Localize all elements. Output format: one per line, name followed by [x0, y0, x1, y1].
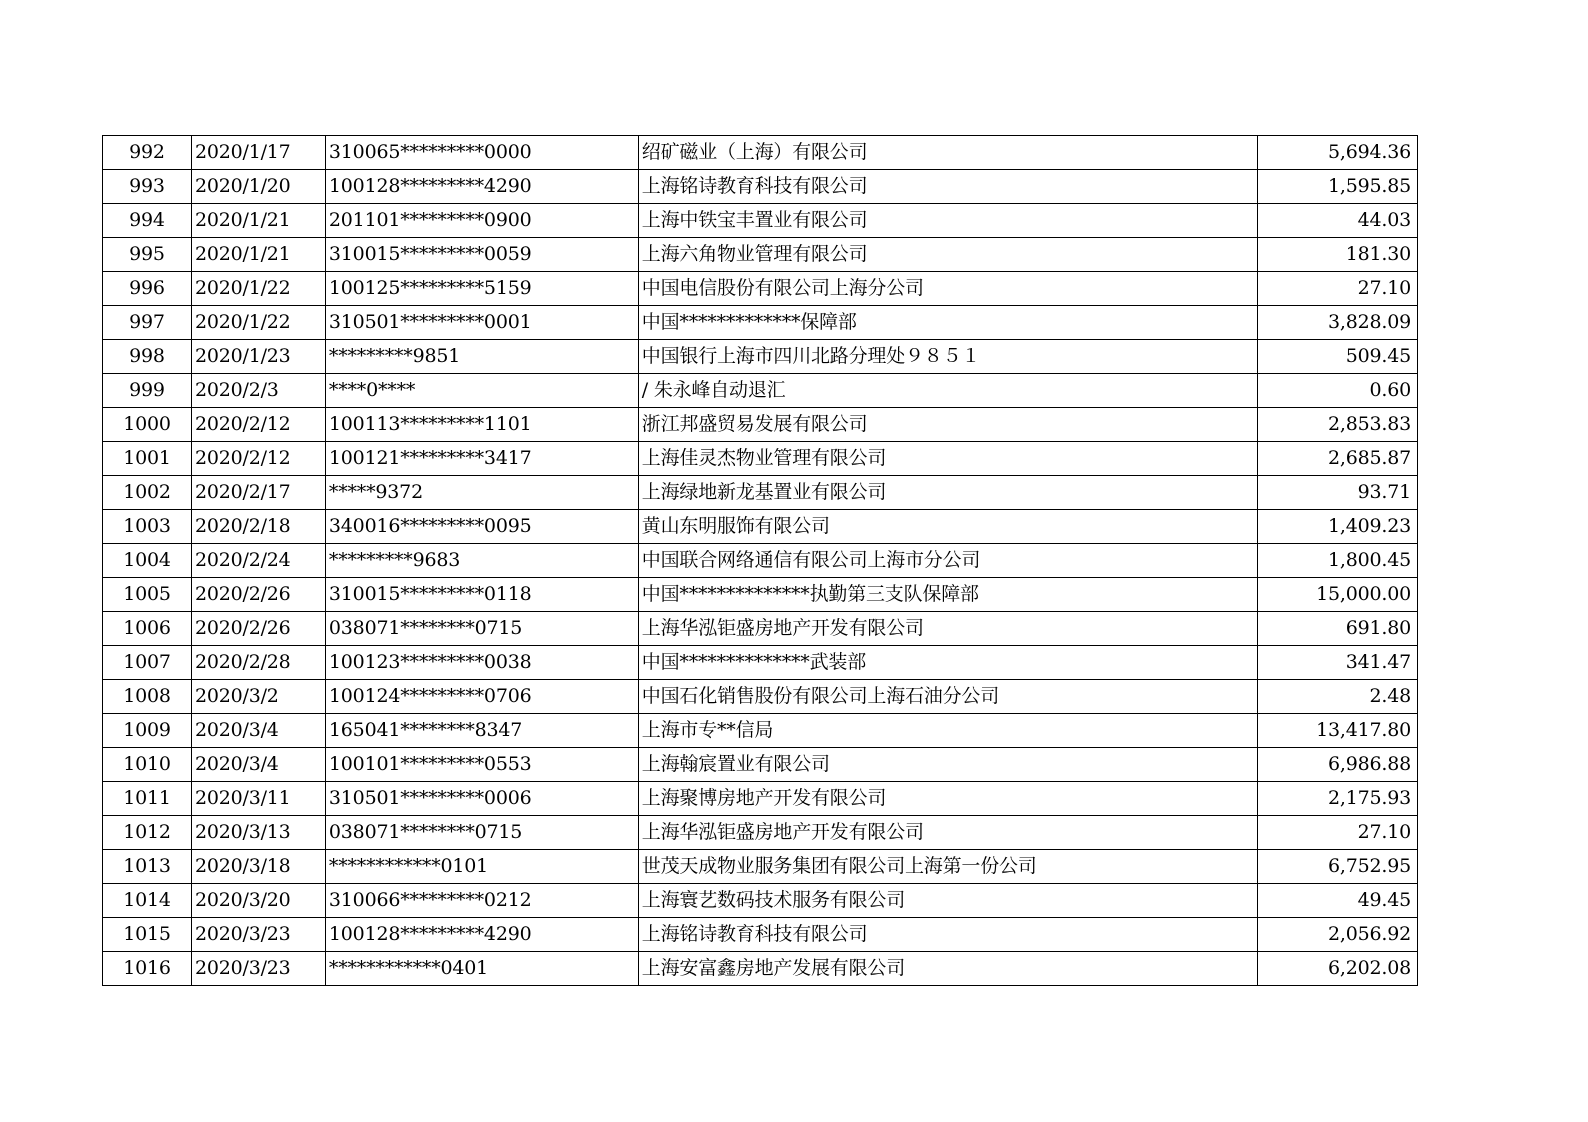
- account-cell: 100128*********4290: [325, 918, 638, 952]
- table-row: [103, 170, 1418, 204]
- payer-name-cell: 中国联合网络通信有限公司上海市分公司: [638, 544, 1258, 578]
- amount-cell: 181.30: [1258, 238, 1418, 272]
- account-cell: ************0101: [325, 850, 638, 884]
- amount-cell: 27.10: [1258, 816, 1418, 850]
- account-cell: 201101*********0900: [325, 204, 638, 238]
- date-cell: 2020/2/18: [191, 510, 325, 544]
- account-cell: 310501*********0001: [325, 306, 638, 340]
- seq-cell: 998: [103, 340, 192, 374]
- seq-cell: 993: [103, 170, 192, 204]
- amount-cell: 2,685.87: [1258, 442, 1418, 476]
- account-cell: 100123*********0038: [325, 646, 638, 680]
- amount-cell: 6,202.08: [1258, 952, 1418, 986]
- payer-name-cell: 上海中铁宝丰置业有限公司: [638, 204, 1258, 238]
- seq-cell: 1010: [103, 748, 192, 782]
- table-row: [103, 646, 1418, 680]
- table-row: [103, 510, 1418, 544]
- date-cell: 2020/3/11: [191, 782, 325, 816]
- payer-name-cell: 上海佳灵杰物业管理有限公司: [638, 442, 1258, 476]
- account-cell: 100125*********5159: [325, 272, 638, 306]
- payer-name-cell: 中国石化销售股份有限公司上海石油分公司: [638, 680, 1258, 714]
- table-row: [103, 782, 1418, 816]
- date-cell: 2020/2/26: [191, 578, 325, 612]
- account-cell: 100124*********0706: [325, 680, 638, 714]
- amount-cell: 2,175.93: [1258, 782, 1418, 816]
- date-cell: 2020/2/28: [191, 646, 325, 680]
- date-cell: 2020/3/18: [191, 850, 325, 884]
- table-row: [103, 306, 1418, 340]
- table-row: [103, 340, 1418, 374]
- account-cell: 310015*********0059: [325, 238, 638, 272]
- seq-cell: 1006: [103, 612, 192, 646]
- seq-cell: 995: [103, 238, 192, 272]
- seq-cell: 1015: [103, 918, 192, 952]
- date-cell: 2020/1/17: [191, 136, 325, 170]
- account-cell: 310066*********0212: [325, 884, 638, 918]
- payer-name-cell: 上海安富鑫房地产发展有限公司: [638, 952, 1258, 986]
- seq-cell: 994: [103, 204, 192, 238]
- account-cell: 100121*********3417: [325, 442, 638, 476]
- payer-name-cell: 中国**************执勤第三支队保障部: [638, 578, 1258, 612]
- payer-name-cell: 中国电信股份有限公司上海分公司: [638, 272, 1258, 306]
- amount-cell: 6,986.88: [1258, 748, 1418, 782]
- account-cell: 100128*********4290: [325, 170, 638, 204]
- payer-name-cell: 上海翰宸置业有限公司: [638, 748, 1258, 782]
- records-table: [102, 135, 1418, 986]
- payer-name-cell: 黄山东明服饰有限公司: [638, 510, 1258, 544]
- date-cell: 2020/2/17: [191, 476, 325, 510]
- date-cell: 2020/1/21: [191, 238, 325, 272]
- amount-cell: 27.10: [1258, 272, 1418, 306]
- amount-cell: 3,828.09: [1258, 306, 1418, 340]
- seq-cell: 1009: [103, 714, 192, 748]
- table-row: [103, 578, 1418, 612]
- amount-cell: 44.03: [1258, 204, 1418, 238]
- table-row: [103, 816, 1418, 850]
- account-cell: 038071********0715: [325, 816, 638, 850]
- account-cell: 100101*********0553: [325, 748, 638, 782]
- records-table-body: [103, 136, 1418, 986]
- amount-cell: 341.47: [1258, 646, 1418, 680]
- table-row: [103, 714, 1418, 748]
- amount-cell: 6,752.95: [1258, 850, 1418, 884]
- payer-name-cell: 世茂天成物业服务集团有限公司上海第一份公司: [638, 850, 1258, 884]
- account-cell: 100113*********1101: [325, 408, 638, 442]
- table-row: [103, 136, 1418, 170]
- amount-cell: 691.80: [1258, 612, 1418, 646]
- date-cell: 2020/1/23: [191, 340, 325, 374]
- seq-cell: 1004: [103, 544, 192, 578]
- account-cell: ****0****: [325, 374, 638, 408]
- amount-cell: 13,417.80: [1258, 714, 1418, 748]
- amount-cell: 2,853.83: [1258, 408, 1418, 442]
- account-cell: 165041********8347: [325, 714, 638, 748]
- account-cell: *********9683: [325, 544, 638, 578]
- table-row: [103, 544, 1418, 578]
- seq-cell: 1007: [103, 646, 192, 680]
- date-cell: 2020/1/21: [191, 204, 325, 238]
- payer-name-cell: / 朱永峰自动退汇: [638, 374, 1258, 408]
- date-cell: 2020/2/24: [191, 544, 325, 578]
- date-cell: 2020/1/22: [191, 272, 325, 306]
- account-cell: 038071********0715: [325, 612, 638, 646]
- seq-cell: 1008: [103, 680, 192, 714]
- table-row: [103, 748, 1418, 782]
- table-row: [103, 442, 1418, 476]
- date-cell: 2020/2/26: [191, 612, 325, 646]
- seq-cell: 1014: [103, 884, 192, 918]
- payer-name-cell: 上海寰艺数码技术服务有限公司: [638, 884, 1258, 918]
- seq-cell: 1001: [103, 442, 192, 476]
- account-cell: 340016*********0095: [325, 510, 638, 544]
- seq-cell: 1003: [103, 510, 192, 544]
- date-cell: 2020/3/23: [191, 952, 325, 986]
- seq-cell: 1005: [103, 578, 192, 612]
- amount-cell: 2,056.92: [1258, 918, 1418, 952]
- amount-cell: 5,694.36: [1258, 136, 1418, 170]
- table-row: [103, 952, 1418, 986]
- amount-cell: 0.60: [1258, 374, 1418, 408]
- date-cell: 2020/3/23: [191, 918, 325, 952]
- payer-name-cell: 上海绿地新龙基置业有限公司: [638, 476, 1258, 510]
- payer-name-cell: 上海市专**信局: [638, 714, 1258, 748]
- date-cell: 2020/3/4: [191, 748, 325, 782]
- account-cell: 310501*********0006: [325, 782, 638, 816]
- seq-cell: 1012: [103, 816, 192, 850]
- date-cell: 2020/2/12: [191, 442, 325, 476]
- amount-cell: 15,000.00: [1258, 578, 1418, 612]
- amount-cell: 1,409.23: [1258, 510, 1418, 544]
- account-cell: *********9851: [325, 340, 638, 374]
- amount-cell: 1,800.45: [1258, 544, 1418, 578]
- amount-cell: 2.48: [1258, 680, 1418, 714]
- table-row: [103, 850, 1418, 884]
- account-cell: 310015*********0118: [325, 578, 638, 612]
- account-cell: ************0401: [325, 952, 638, 986]
- table-row: [103, 374, 1418, 408]
- seq-cell: 1013: [103, 850, 192, 884]
- account-cell: 310065*********0000: [325, 136, 638, 170]
- date-cell: 2020/2/3: [191, 374, 325, 408]
- amount-cell: 49.45: [1258, 884, 1418, 918]
- payer-name-cell: 上海铭诗教育科技有限公司: [638, 170, 1258, 204]
- amount-cell: 509.45: [1258, 340, 1418, 374]
- amount-cell: 1,595.85: [1258, 170, 1418, 204]
- seq-cell: 1011: [103, 782, 192, 816]
- table-row: [103, 408, 1418, 442]
- seq-cell: 996: [103, 272, 192, 306]
- account-cell: *****9372: [325, 476, 638, 510]
- date-cell: 2020/1/22: [191, 306, 325, 340]
- table-row: [103, 204, 1418, 238]
- table-row: [103, 680, 1418, 714]
- payer-name-cell: 上海华泓钜盛房地产开发有限公司: [638, 816, 1258, 850]
- payer-name-cell: 上海铭诗教育科技有限公司: [638, 918, 1258, 952]
- date-cell: 2020/3/4: [191, 714, 325, 748]
- date-cell: 2020/3/2: [191, 680, 325, 714]
- seq-cell: 1000: [103, 408, 192, 442]
- seq-cell: 997: [103, 306, 192, 340]
- date-cell: 2020/3/20: [191, 884, 325, 918]
- table-row: [103, 272, 1418, 306]
- date-cell: 2020/1/20: [191, 170, 325, 204]
- seq-cell: 1002: [103, 476, 192, 510]
- payer-name-cell: 上海六角物业管理有限公司: [638, 238, 1258, 272]
- payer-name-cell: 中国*************保障部: [638, 306, 1258, 340]
- payer-name-cell: 绍矿磁业（上海）有限公司: [638, 136, 1258, 170]
- payer-name-cell: 上海华泓钜盛房地产开发有限公司: [638, 612, 1258, 646]
- table-row: [103, 918, 1418, 952]
- payer-name-cell: 中国**************武装部: [638, 646, 1258, 680]
- amount-cell: 93.71: [1258, 476, 1418, 510]
- seq-cell: 1016: [103, 952, 192, 986]
- payer-name-cell: 上海聚博房地产开发有限公司: [638, 782, 1258, 816]
- seq-cell: 999: [103, 374, 192, 408]
- table-row: [103, 476, 1418, 510]
- table-row: [103, 884, 1418, 918]
- table-row: [103, 612, 1418, 646]
- date-cell: 2020/3/13: [191, 816, 325, 850]
- date-cell: 2020/2/12: [191, 408, 325, 442]
- table-row: [103, 238, 1418, 272]
- seq-cell: 992: [103, 136, 192, 170]
- payer-name-cell: 浙江邦盛贸易发展有限公司: [638, 408, 1258, 442]
- payer-name-cell: 中国银行上海市四川北路分理处９８５１: [638, 340, 1258, 374]
